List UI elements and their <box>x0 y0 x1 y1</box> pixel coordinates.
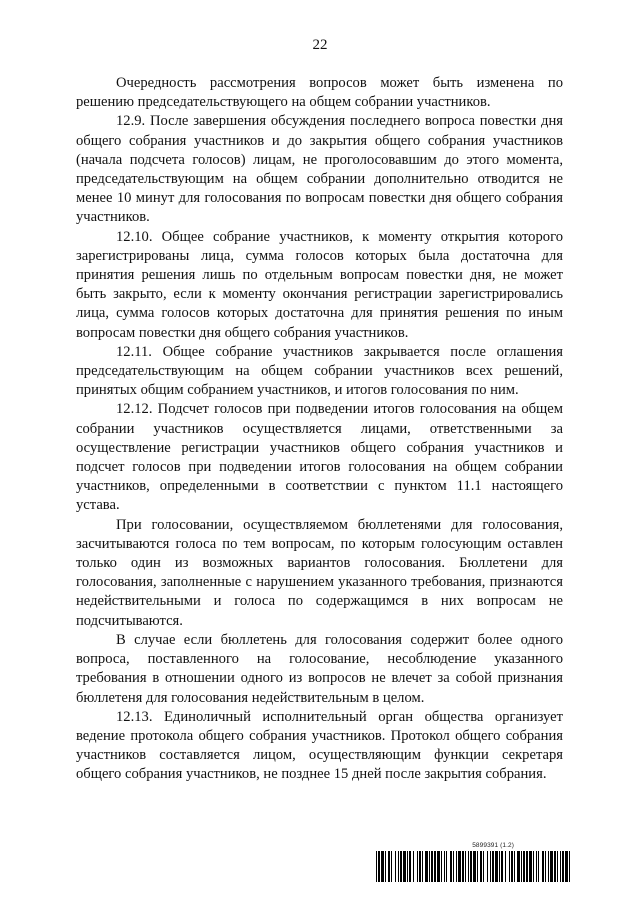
barcode <box>376 851 572 882</box>
paragraph: В случае если бюллетень для голосования содержит более одного вопроса, поставленного на голосование, несоблюдение указанного требования в отношении одного из вопросов не влечет за собой признания бюллетеня для голосования недействительным в целом. <box>76 631 563 706</box>
document-body <box>76 74 563 785</box>
barcode-id: 5899391 (1.2) <box>472 842 514 849</box>
barcode-block <box>376 842 572 882</box>
paragraph: 12.12. Подсчет голосов при подведении итогов голосования на общем собрании участников осуществляется лицами, ответственными за осуществление регистрации участников общего собрания участников и подсчет голосов при подведении итогов голосования на общем собрании участников, определенными в соответствии с пунктом 11.1 настоящего устава. <box>76 401 563 514</box>
paragraph: При голосовании, осуществляемом бюллетенями для голосования, засчитываются голоса по тем вопросам, по которым голосующим оставлен только один из возможных вариантов голосования. Бюллетени для голосования, заполненные с нарушением указанного требования, признаются недействительными и голоса по содержащимся в них вопросам не подсчитываются. <box>76 516 563 629</box>
paragraph: 12.10. Общее собрание участников, к моменту открытия которого зарегистрированы лица, сумма голосов которых была достаточна для принятия решения лишь по отдельным вопросам повестки дня, не может быть закрыто, если к моменту окончания регистрации зарегистрировались лица, сумма голосов которых достаточна для принятия решения по иным вопросам повестки дня общего собрания участников. <box>76 228 563 341</box>
paragraph: 12.11. Общее собрание участников закрывается после оглашения председательствующим на общем собрании участников всех решений, принятых общим собранием участников, и итогов голосования по ним. <box>76 343 563 399</box>
page-number: 22 <box>312 37 328 53</box>
paragraph: Очередность рассмотрения вопросов может быть изменена по решению председательствующего на общем собрании участников. <box>76 75 563 111</box>
paragraph: 12.9. После завершения обсуждения последнего вопроса повестки дня общего собрания участников и до закрытия общего собрания участников (начала подсчета голосов) лицам, не проголосовавшим до этого момента, председательствующим на общем собрании дополнительно отводится не менее 10 минут для голосования по вопросам повестки дня общего собрания участников. <box>76 113 563 226</box>
paragraph: 12.13. Единоличный исполнительный орган общества организует ведение протокола общего собрания участников. Протокол общего собрания участников составляется лицом, осуществляющим функции секретаря общего собрания участников, не позднее 15 дней после закрытия собрания. <box>76 708 563 783</box>
